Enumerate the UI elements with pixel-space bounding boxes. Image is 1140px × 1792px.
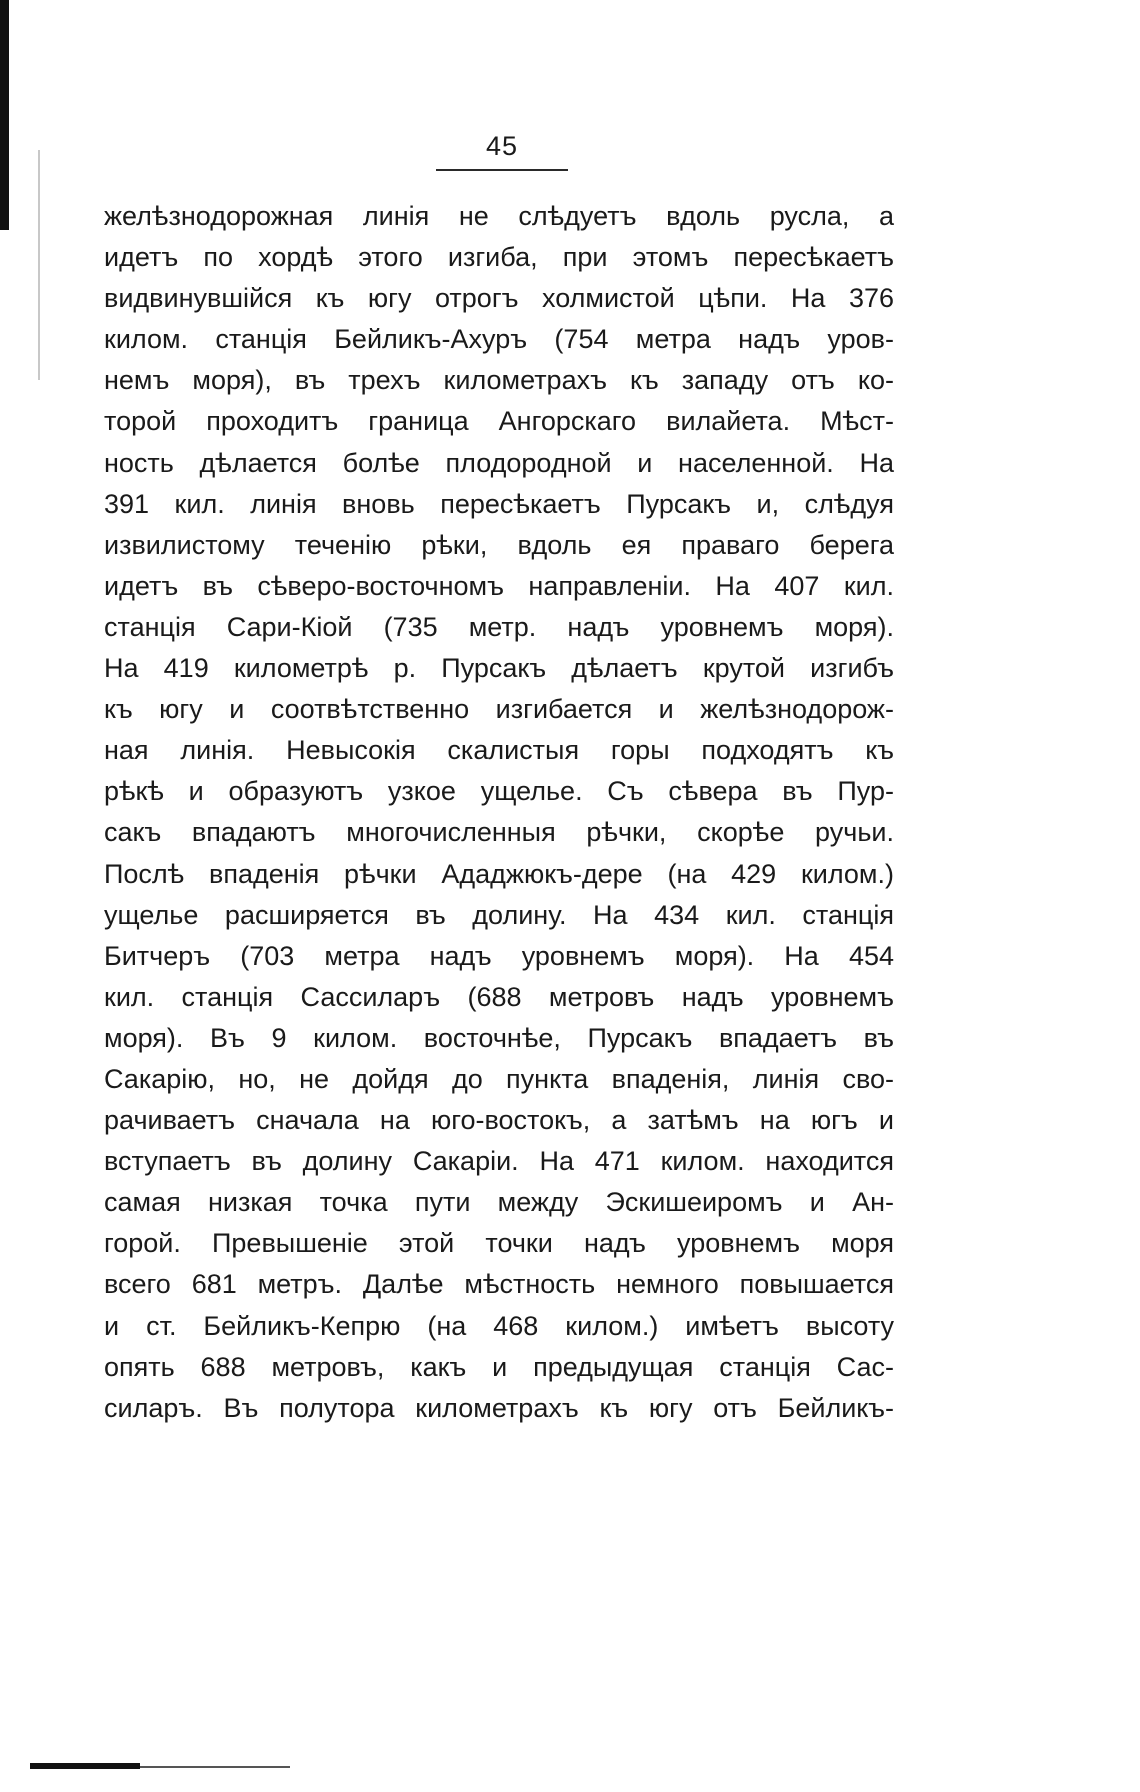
text-line: Послѣ впаденія рѣчки Ададжюкъ-дере (на 429 килом.) <box>104 858 894 889</box>
scan-edge-mark <box>30 1763 290 1770</box>
text-line: желѣзнодорожная линія не слѣдуетъ вдоль русла, а <box>104 201 894 231</box>
text-line: ная линія. Невысокія скалистыя горы подходятъ къ <box>104 735 894 766</box>
text-line: Сакарію, но, не дойдя до пункта впаденія, линія сво- <box>104 1063 894 1094</box>
text-line: и ст. Бейликъ-Кепрю (на 468 килом.) имѣетъ высоту <box>104 1310 894 1341</box>
text-line: килом. станція Бейликъ-Ахуръ (754 метра надъ уров- <box>104 324 894 355</box>
text-line: всего 681 метръ. Далѣе мѣстность немного повышается <box>104 1269 894 1300</box>
text-line: извилистому теченію рѣки, вдоль ея праваго берега <box>104 529 894 560</box>
text-line: ущелье расширяется въ долину. На 434 кил. станція <box>104 899 894 930</box>
text-line: рачиваетъ сначала на юго-востокъ, а затѣмъ на югъ и <box>104 1105 894 1136</box>
text-line: кил. станція Сассиларъ (688 метровъ надъ уровнемъ <box>104 981 894 1012</box>
text-line: къ югу и соотвѣтственно изгибается и желѣзнодорож- <box>104 694 894 725</box>
scan-edge-mark-thin <box>140 1766 290 1768</box>
text-line: На 419 километрѣ р. Пурсакъ дѣлаетъ крутой изгибъ <box>104 653 894 684</box>
text-line: идетъ въ сѣверо-восточномъ направленіи. На 407 кил. <box>104 570 894 601</box>
scan-edge-mark-thick <box>30 1763 140 1769</box>
text-line: вступаетъ въ долину Сакаріи. На 471 килом. находится <box>104 1146 894 1177</box>
text-line: самая низкая точка пути между Эскишеиромъ и Ан- <box>104 1187 894 1218</box>
text-line: 391 кил. линія вновь пересѣкаетъ Пурсакъ и, слѣдуя <box>104 488 894 519</box>
page-number: 45 <box>485 131 519 161</box>
text-line: немъ моря), въ трехъ километрахъ къ западу отъ ко- <box>104 365 894 396</box>
text-line: ность дѣлается болѣе плодородной и населенной. На <box>104 447 894 478</box>
page-binding-edge <box>0 0 9 230</box>
text-line: силаръ. Въ полутора километрахъ къ югу отъ Бейликъ- <box>104 1392 894 1423</box>
body-text <box>104 196 894 1429</box>
text-line: опять 688 метровъ, какъ и предыдущая станція Сас- <box>104 1351 894 1382</box>
text-line: торой проходитъ граница Ангорскаго вилайета. Мѣст- <box>104 406 894 437</box>
text-line: моря). Въ 9 килом. восточнѣе, Пурсакъ впадаетъ въ <box>104 1022 894 1053</box>
text-line: Битчеръ (703 метра надъ уровнемъ моря). На 454 <box>104 940 894 971</box>
text-line: станція Сари-Кіой (735 метр. надъ уровнемъ моря). <box>104 611 894 642</box>
text-line: сакъ впадаютъ многочисленныя рѣчки, скорѣе ручьи. <box>104 817 894 848</box>
page-edge-shadow <box>38 150 40 380</box>
text-line: видвинувшійся къ югу отрогъ холмистой цѣпи. На 376 <box>104 283 894 314</box>
text-line: рѣкѣ и образуютъ узкое ущелье. Съ сѣвера въ Пур- <box>104 776 894 807</box>
page-number-rule <box>436 169 568 171</box>
text-line: идетъ по хордѣ этого изгиба, при этомъ пересѣкаетъ <box>104 242 894 273</box>
text-line: горой. Превышеніе этой точки надъ уровнемъ моря <box>104 1228 894 1259</box>
